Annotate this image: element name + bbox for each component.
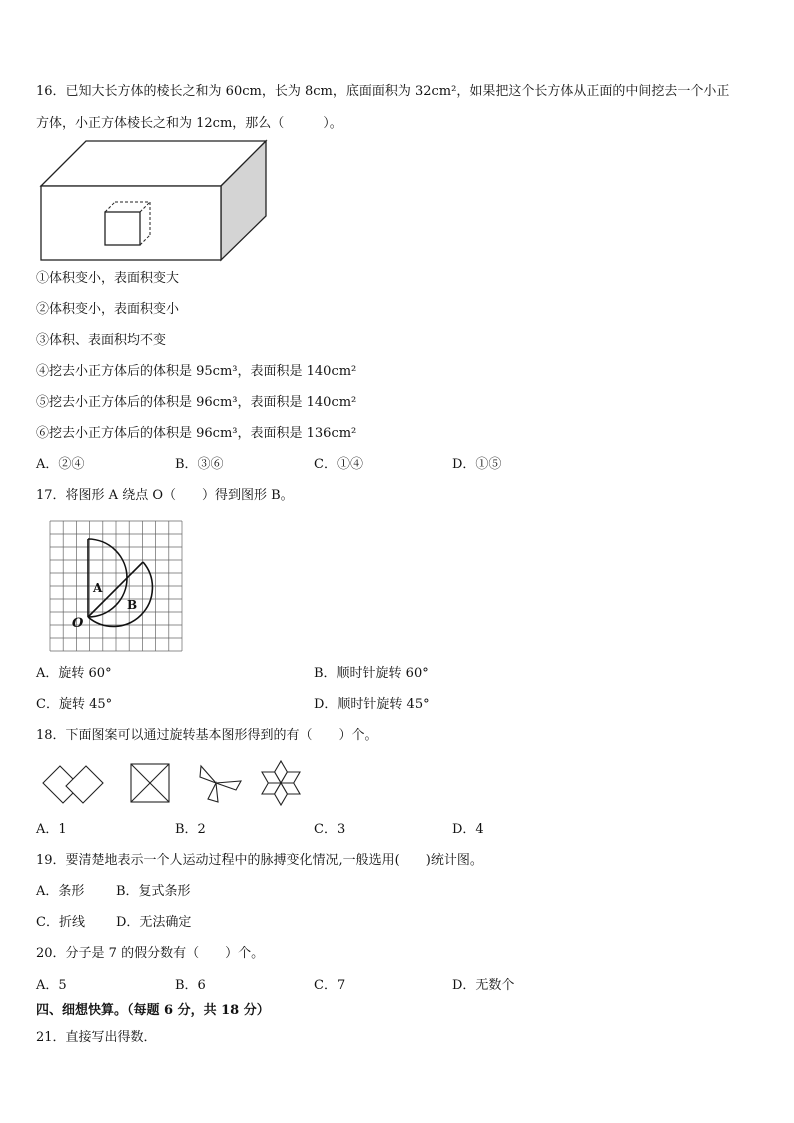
q21-stem: 21．直接写出得数． [36, 1030, 157, 1045]
q17-option-a[interactable]: A．旋转 60° [36, 666, 112, 681]
q18-pattern-3-figure [196, 763, 244, 803]
q17-stem: 17．将图形 A 绕点 O（ ）得到图形 B。 [36, 488, 294, 503]
q20-stem: 20．分子是 7 的假分数有（ ）个。 [36, 946, 265, 961]
q20-option-c[interactable]: C．7 [314, 978, 346, 993]
q16-option-a[interactable]: A．②④ [36, 457, 85, 472]
q19-option-a[interactable]: A．条形 [36, 884, 85, 899]
q19-option-b[interactable]: B．复式条形 [116, 884, 191, 899]
q20-option-b[interactable]: B．6 [175, 978, 206, 993]
q18-option-d[interactable]: D．4 [452, 822, 484, 837]
q16-statement-6: ⑥挖去小正方体后的体积是 96cm³，表面积是 136cm² [36, 426, 357, 441]
q17-label-b: B [127, 598, 138, 612]
q17-label-o: O [72, 616, 84, 631]
q19-options-row1 [36, 883, 756, 901]
q19-option-d[interactable]: D．无法确定 [116, 915, 192, 930]
q18-pattern-1-figure [42, 763, 104, 803]
q16-cuboid-figure [40, 140, 268, 262]
q17-option-d[interactable]: D．顺时针旋转 45° [314, 697, 430, 712]
q16-statement-2: ②体积变小，表面积变小 [36, 302, 180, 317]
section-4-heading: 四、细想快算。（每题 6 分，共 18 分） [36, 1003, 270, 1018]
q18-options [36, 821, 756, 839]
q19-option-c[interactable]: C．折线 [36, 915, 85, 930]
q16-option-b[interactable]: B．③⑥ [175, 457, 224, 472]
q17-option-b[interactable]: B．顺时针旋转 60° [314, 666, 429, 681]
q18-option-a[interactable]: A．1 [36, 822, 67, 837]
q17-options-row1 [36, 665, 756, 683]
q18-option-c[interactable]: C．3 [314, 822, 346, 837]
q20-option-d[interactable]: D．无数个 [452, 978, 515, 993]
q18-pattern-2-figure [130, 763, 170, 803]
q18-stem: 18．下面图案可以通过旋转基本图形得到的有（ ）个。 [36, 728, 378, 743]
q16-options [36, 456, 756, 474]
q16-stem-line1: 16．已知大长方体的棱长之和为 60cm，长为 8cm，底面面积为 32cm²，如果把这个长方体从正面的中间挖去一个小正 [36, 84, 730, 99]
q20-option-a[interactable]: A．5 [36, 978, 67, 993]
q17-rotation-grid-figure [50, 521, 182, 651]
q16-statement-1: ①体积变小，表面积变大 [36, 271, 180, 286]
q16-statement-3: ③体积、表面积均不变 [36, 333, 167, 348]
q17-options-row2 [36, 696, 756, 714]
q16-option-d[interactable]: D．①⑤ [452, 457, 502, 472]
q16-option-c[interactable]: C．①④ [314, 457, 363, 472]
q19-options-row2 [36, 914, 756, 932]
q16-statement-4: ④挖去小正方体后的体积是 95cm³，表面积是 140cm² [36, 364, 357, 379]
q18-pattern-4-figure [259, 761, 303, 805]
q19-stem: 19．要清楚地表示一个人运动过程中的脉搏变化情况,一般选用( )统计图。 [36, 853, 483, 868]
q18-option-b[interactable]: B．2 [175, 822, 206, 837]
q20-options [36, 977, 756, 995]
q16-stem-line2: 方体，小正方体棱长之和为 12cm，那么（ ）。 [36, 116, 343, 131]
q17-label-a: A [93, 581, 103, 595]
q17-option-c[interactable]: C．旋转 45° [36, 697, 113, 712]
q16-statement-5: ⑤挖去小正方体后的体积是 96cm³，表面积是 140cm² [36, 395, 357, 410]
